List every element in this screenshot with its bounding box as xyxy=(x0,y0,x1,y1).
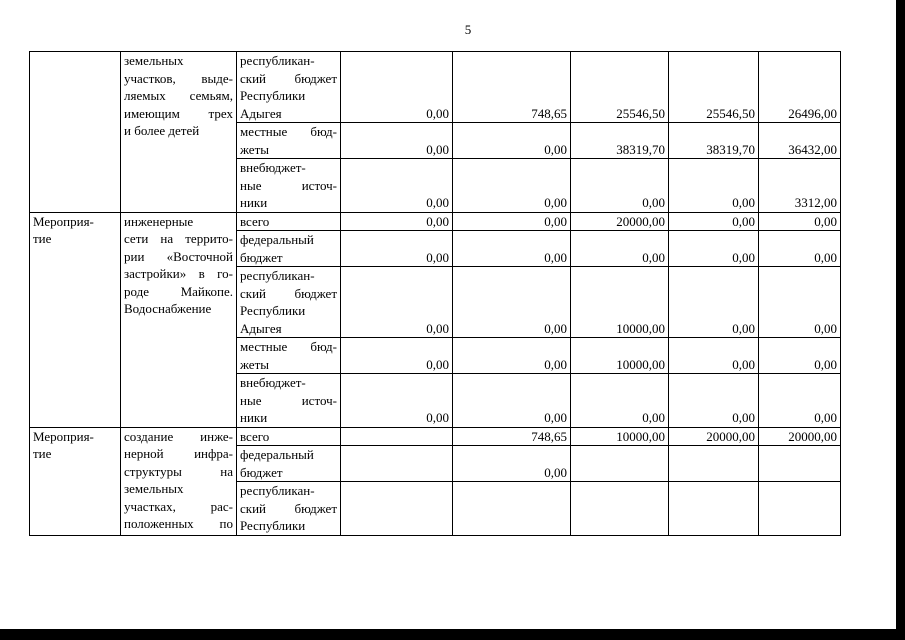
value-cell: 10000,00 xyxy=(571,267,669,338)
funding-source-cell: республикан- ский бюджет Республики Адыгея xyxy=(237,52,341,123)
value-cell xyxy=(571,446,669,482)
value-cell: 0,00 xyxy=(341,52,453,123)
value-cell xyxy=(571,482,669,536)
value-cell xyxy=(669,446,759,482)
value-cell: 0,00 xyxy=(453,123,571,159)
value-cell: 0,00 xyxy=(341,123,453,159)
value-cell: 0,00 xyxy=(669,338,759,374)
value-cell: 38319,70 xyxy=(669,123,759,159)
value-cell: 0,00 xyxy=(669,267,759,338)
value-cell xyxy=(759,482,841,536)
value-cell: 20000,00 xyxy=(669,427,759,446)
table-row xyxy=(30,52,841,123)
funding-source-cell: внебюджет- ные источ- ники xyxy=(237,159,341,213)
value-cell: 0,00 xyxy=(453,231,571,267)
value-cell: 0,00 xyxy=(571,159,669,213)
funding-source-cell: внебюджет- ные источ- ники xyxy=(237,374,341,428)
page-number: 5 xyxy=(464,22,472,37)
value-cell: 0,00 xyxy=(759,267,841,338)
value-cell: 38319,70 xyxy=(571,123,669,159)
scan-edge-right xyxy=(896,0,905,640)
value-cell: 0,00 xyxy=(669,231,759,267)
value-cell: 0,00 xyxy=(759,338,841,374)
action-description-cell: создание инже- нерной инфра- структуры на земельных участках, рас- положенных по xyxy=(121,427,237,535)
value-cell: 748,65 xyxy=(453,427,571,446)
funding-source-cell: всего xyxy=(237,427,341,446)
value-cell: 0,00 xyxy=(571,231,669,267)
value-cell: 3312,00 xyxy=(759,159,841,213)
value-cell: 0,00 xyxy=(669,212,759,231)
value-cell: 0,00 xyxy=(759,231,841,267)
action-type-cell: Мероприя- тие xyxy=(30,427,121,535)
value-cell: 20000,00 xyxy=(571,212,669,231)
value-cell xyxy=(453,482,571,536)
value-cell: 10000,00 xyxy=(571,427,669,446)
value-cell: 0,00 xyxy=(453,159,571,213)
scan-edge-bottom xyxy=(0,629,905,640)
value-cell: 36432,00 xyxy=(759,123,841,159)
value-cell: 0,00 xyxy=(341,159,453,213)
value-cell: 0,00 xyxy=(759,374,841,428)
value-cell xyxy=(759,446,841,482)
funding-source-cell: местные бюд- жеты xyxy=(237,123,341,159)
funding-source-cell: местные бюд- жеты xyxy=(237,338,341,374)
action-type-cell: Мероприя- тие xyxy=(30,212,121,427)
funding-source-cell: республикан- ский бюджет Республики xyxy=(237,482,341,536)
funding-source-cell: всего xyxy=(237,212,341,231)
value-cell: 0,00 xyxy=(453,446,571,482)
value-cell: 0,00 xyxy=(453,267,571,338)
funding-source-cell: федеральный бюджет xyxy=(237,231,341,267)
value-cell: 0,00 xyxy=(453,338,571,374)
value-cell: 0,00 xyxy=(453,212,571,231)
value-cell: 0,00 xyxy=(669,159,759,213)
table-row xyxy=(30,212,841,231)
value-cell: 0,00 xyxy=(341,338,453,374)
value-cell: 0,00 xyxy=(571,374,669,428)
value-cell xyxy=(341,446,453,482)
table-row xyxy=(30,427,841,446)
value-cell: 0,00 xyxy=(341,212,453,231)
value-cell: 10000,00 xyxy=(571,338,669,374)
funding-source-cell: республикан- ский бюджет Республики Адыгея xyxy=(237,267,341,338)
value-cell: 748,65 xyxy=(453,52,571,123)
funding-source-cell: федеральный бюджет xyxy=(237,446,341,482)
value-cell: 0,00 xyxy=(341,374,453,428)
value-cell: 0,00 xyxy=(759,212,841,231)
value-cell: 25546,50 xyxy=(669,52,759,123)
action-type-cell xyxy=(30,52,121,213)
action-description-cell: земельных участков, выде- ляемых семьям, имеющим трех и более детей xyxy=(121,52,237,213)
action-description-cell: инженерные сети на террито- рии «Восточной застройки» в го- роде Майкопе. Водоснабжение xyxy=(121,212,237,427)
value-cell: 25546,50 xyxy=(571,52,669,123)
value-cell: 20000,00 xyxy=(759,427,841,446)
value-cell: 0,00 xyxy=(669,374,759,428)
value-cell xyxy=(669,482,759,536)
value-cell: 0,00 xyxy=(453,374,571,428)
value-cell xyxy=(341,482,453,536)
budget-table xyxy=(29,51,841,536)
value-cell xyxy=(341,427,453,446)
value-cell: 26496,00 xyxy=(759,52,841,123)
value-cell: 0,00 xyxy=(341,267,453,338)
value-cell: 0,00 xyxy=(341,231,453,267)
